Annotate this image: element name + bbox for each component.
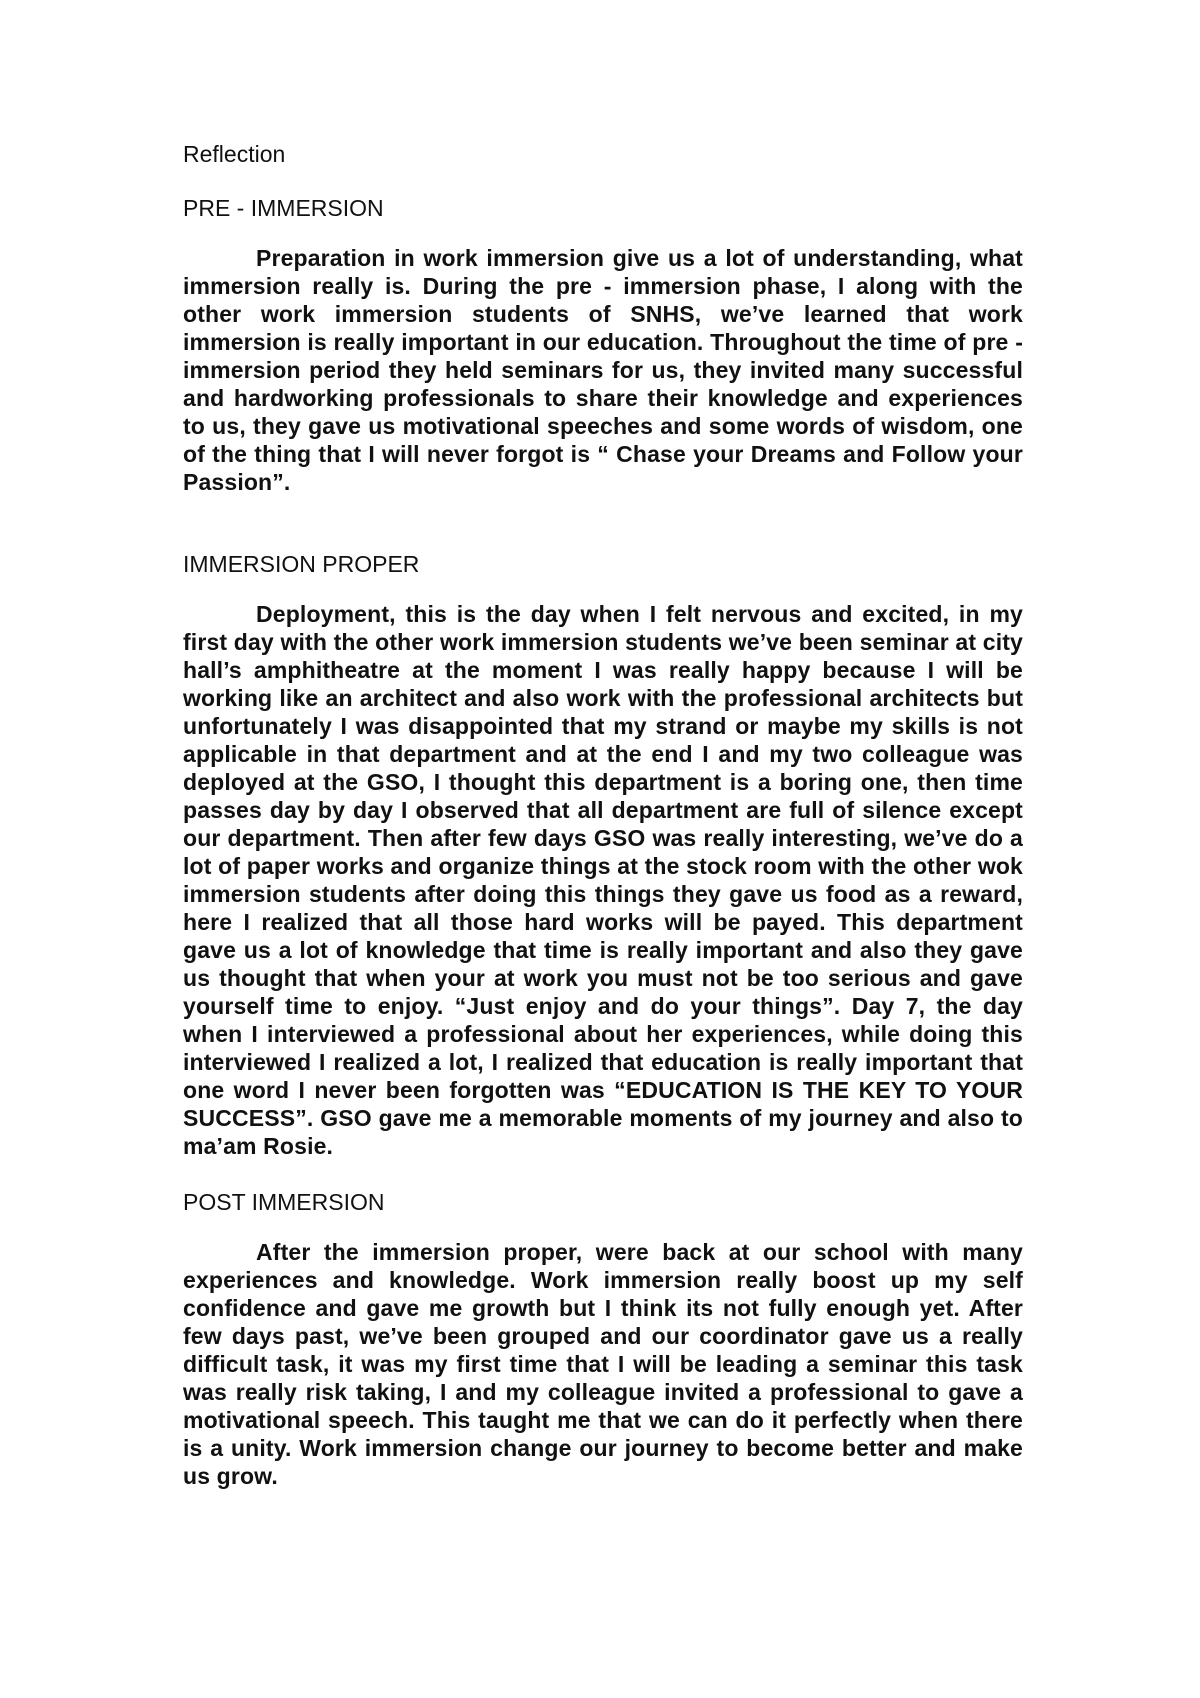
section-post-immersion [183, 1188, 1023, 1490]
section-paragraph: After the immersion proper, were back at our school with many experiences and knowledge. Work immersion really boost up my self confidence and gave me growth but I think its not fully enough yet. After few days past, we’ve been grouped and our coordinator gave us a really difficult task, it was my first time that I will be leading a seminar this task was really risk taking, I and my colleague invited a professional to gave a motivational speech. This taught me that we can do it perfectly when there is a unity. Work immersion change our journey to become better and make us grow. [183, 1239, 1023, 1489]
section-immersion-proper [183, 550, 1023, 1160]
section-heading: PRE - IMMERSION [183, 195, 384, 221]
section-pre-immersion [183, 194, 1023, 496]
document-content [183, 140, 1023, 1490]
document-title: Reflection [183, 141, 286, 167]
section-paragraph: Preparation in work immersion give us a lot of understanding, what immersion really is. During the pre - immersion phase, I along with the other work immersion students of SNHS, we’ve learned that work immersion is really important in our education. Throughout the time of pre - immersion period they held seminars for us, they invited many successful and hardworking professionals to share their knowledge and experiences to us, they gave us motivational speeches and some words of wisdom, one of the thing that I will never forgot is “ Chase your Dreams and Follow your Passion”. [183, 245, 1023, 495]
section-heading: IMMERSION PROPER [183, 551, 420, 577]
section-paragraph: Deployment, this is the day when I felt nervous and excited, in my first day with the other work immersion students we’ve been seminar at city hall’s amphitheatre at the moment I was really happy because I will be working like an architect and also work with the professional architects but unfortunately I was disappointed that my strand or maybe my skills is not applicable in that department and at the end I and my two colleague was deployed at the GSO, I thought this department is a boring one, then time passes day by day I observed that all department are full of silence except our department. Then after few days GSO was really interesting, we’ve do a lot of paper works and organize things at the stock room with the other wok immersion students after doing this things they gave us food as a reward, here I realized that all those hard works will be payed. This department gave us a lot of knowledge that time is really important and also they gave us thought that when your at work you must not be too serious and gave yourself time to enjoy. “Just enjoy and do your things”. Day 7, the day when I interviewed a professional about her experiences, while doing this interviewed I realized a lot, I realized that education is really important that one word I never been forgotten was “EDUCATION IS THE KEY TO YOUR SUCCESS”. GSO gave me a memorable moments of my journey and also to ma’am Rosie. [183, 601, 1023, 1159]
section-heading: POST IMMERSION [183, 1189, 385, 1215]
